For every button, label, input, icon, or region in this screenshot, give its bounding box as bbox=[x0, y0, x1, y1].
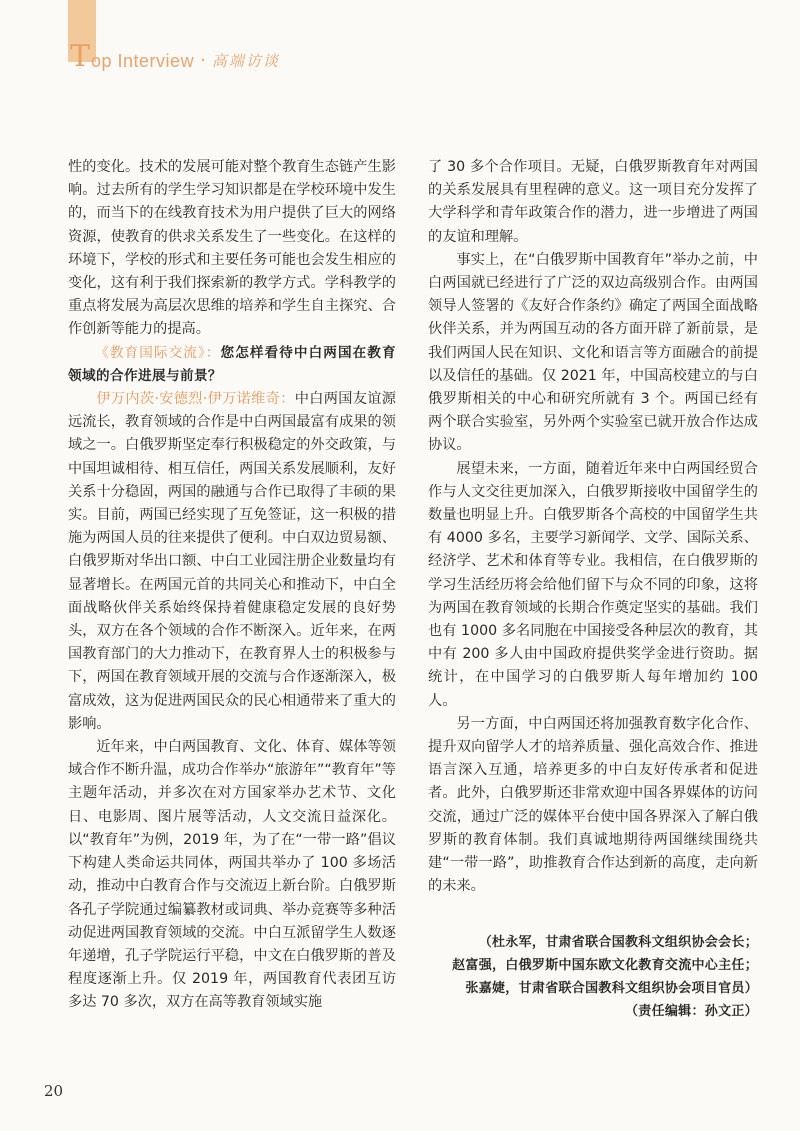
header-title-cn: 高端访谈 bbox=[211, 52, 280, 70]
credit-line: （杜永军，甘肃省联合国教科文组织协会会长； bbox=[478, 934, 758, 950]
question-text: 您怎样看待中白两国在教育领域的合作进展与前景？ bbox=[68, 344, 396, 384]
answer-text: 中白两国友谊源远流长，教育领域的合作是中白两国最富有成果的领域之一。白俄罗斯坚定奉行积极稳定的外交政策，与中国坦诚相待、相互信任，两国关系发展顺利，友好关系十分稳固，两国的融通与合作已取得了丰硕的果实。目前，两国已经实现了互免签证，这一积极的措施为两国人员的往来提供了便利。中白双边贸易额、白俄罗斯对华出口额、中白工业园注册企业数量均有显著增长。在两国元首的共同关心和推动下，中白全面战略伙伴关系始终保持着健康稳定发展的良好势头，双方在各个领域的合作不断深入。近年来，在两国教育部门的大力推动下，在教育界人士的积极参与下，两国在教育领域开展的交流与合作逐渐深入，极富成效，这为促进两国民众的民心相通带来了重大的影响。 bbox=[68, 391, 396, 732]
credit-line: 张嘉婕，甘肃省联合国教科文组织协会项目官员） bbox=[465, 980, 758, 996]
header-separator: · bbox=[200, 50, 206, 71]
credit-line: 赵富强，白俄罗斯中国东欧文化教育交流中心主任； bbox=[452, 957, 758, 973]
paragraph: 性的变化。技术的发展可能对整个教育生态链产生影响。过去所有的学生学习知识都是在学校环境中发生的，而当下的在线教育技术为用户提供了巨大的网络资源，使教育的供求关系发生了一些变化。在这样的环境下，学校的形式和主要任务可能也会发生相应的变化，这有利于我们探索新的教学方式。学科教学的重点将发展为高层次思维的培养和学生自主探究、合作创新等能力的提高。 bbox=[68, 159, 396, 338]
answer-paragraph bbox=[68, 388, 396, 736]
section-header bbox=[70, 39, 280, 74]
header-initial: T bbox=[70, 39, 91, 74]
right-column bbox=[428, 156, 758, 1023]
paragraph: 近年来，中白两国教育、文化、体育、媒体等领域合作不断升温，成功合作举办“旅游年”“教育年”等主题年活动，并多次在对方国家举办艺术节、文化日、电影周、图片展等活动，人文交流日益深化。以“教育年”为例，2019 年，为了在“一带一路”倡议下构建人类命运共同体，两国共举办了 100 多场活动，推动中白教育合作与交流迈上新台阶。白俄罗斯各孔子学院通过编纂教材或词典、举办竞赛等多种活动促进两国教育领域的交流。中白互派留学生人数逐年递增，孔子学院运行平稳，中文在白俄罗斯的普及程度逐渐上升。仅 2019 年，两国教育代表团互访多达 70 多次，双方在高等教育领域实施 bbox=[68, 739, 396, 1011]
paragraph: 另一方面，中白两国还将加强教育数字化合作、提升双向留学人才的培养质量、强化高效合作、推进语言深入互通，培养更多的中白友好传承者和促进者。此外，白俄罗斯还非常欢迎中国各界媒体的访问交流，通过广泛的媒体平台使中国各界深入了解白俄罗斯的教育体制。我们真诚地期待两国继续围绕共建“一带一路”，助推教育合作达到新的高度，走向新的未来。 bbox=[428, 715, 758, 895]
paragraph: 事实上，在“白俄罗斯中国教育年”举办之前，中白两国就已经进行了广泛的双边高级别合作。由两国领导人签署的《友好合作条约》确定了两国全面战略伙伴关系，并为两国互动的各方面开辟了新前景，是我们两国人民在知识、文化和语言等方面融合的前提以及信任的基础。仅 2021 年，中国高校建立的与白俄罗斯相关的中心和研究所就有 3 个。两国已经有两个联合实验室，另外两个实验室已就开放合作达成协议。 bbox=[428, 251, 758, 454]
paragraph: 展望未来，一方面，随着近年来中白两国经贸合作与人文交往更加深入，白俄罗斯接收中国留学生的数量也明显上升。白俄罗斯各个高校的中国留学生共有 4000 多名，主要学习新闻学、文学、国际关系、经济学、艺术和体育等专业。我相信，在白俄罗斯的学习生活经历将会给他们留下与众不同的印象，这将为两国在教育领域的长期合作奠定坚实的基础。我们也有 1000 多名同胞在中国接受各种层次的教育，其中有 200 多人由中国政府提供奖学金进行资助。据统计，在中国学习的白俄罗斯人每年增加约 100 人。 bbox=[428, 460, 758, 709]
question-source: 《教育国际交流》： bbox=[95, 344, 221, 361]
editor-credit: （责任编辑：孙文正） bbox=[624, 1004, 758, 1020]
paragraph: 了 30 多个合作项目。无疑，白俄罗斯教育年对两国的关系发展具有里程碑的意义。这一项目充分发挥了大学科学和青年政策合作的潜力，进一步增进了两国的友谊和理解。 bbox=[428, 159, 758, 245]
interview-question bbox=[68, 342, 396, 388]
left-column bbox=[68, 156, 396, 1015]
page-number: 20 bbox=[44, 1082, 64, 1100]
header-title-en: op Interview bbox=[91, 51, 195, 71]
author-credits bbox=[428, 931, 758, 1024]
speaker-name: 伊万内茨·安德烈·伊万诺维奇： bbox=[96, 391, 295, 408]
